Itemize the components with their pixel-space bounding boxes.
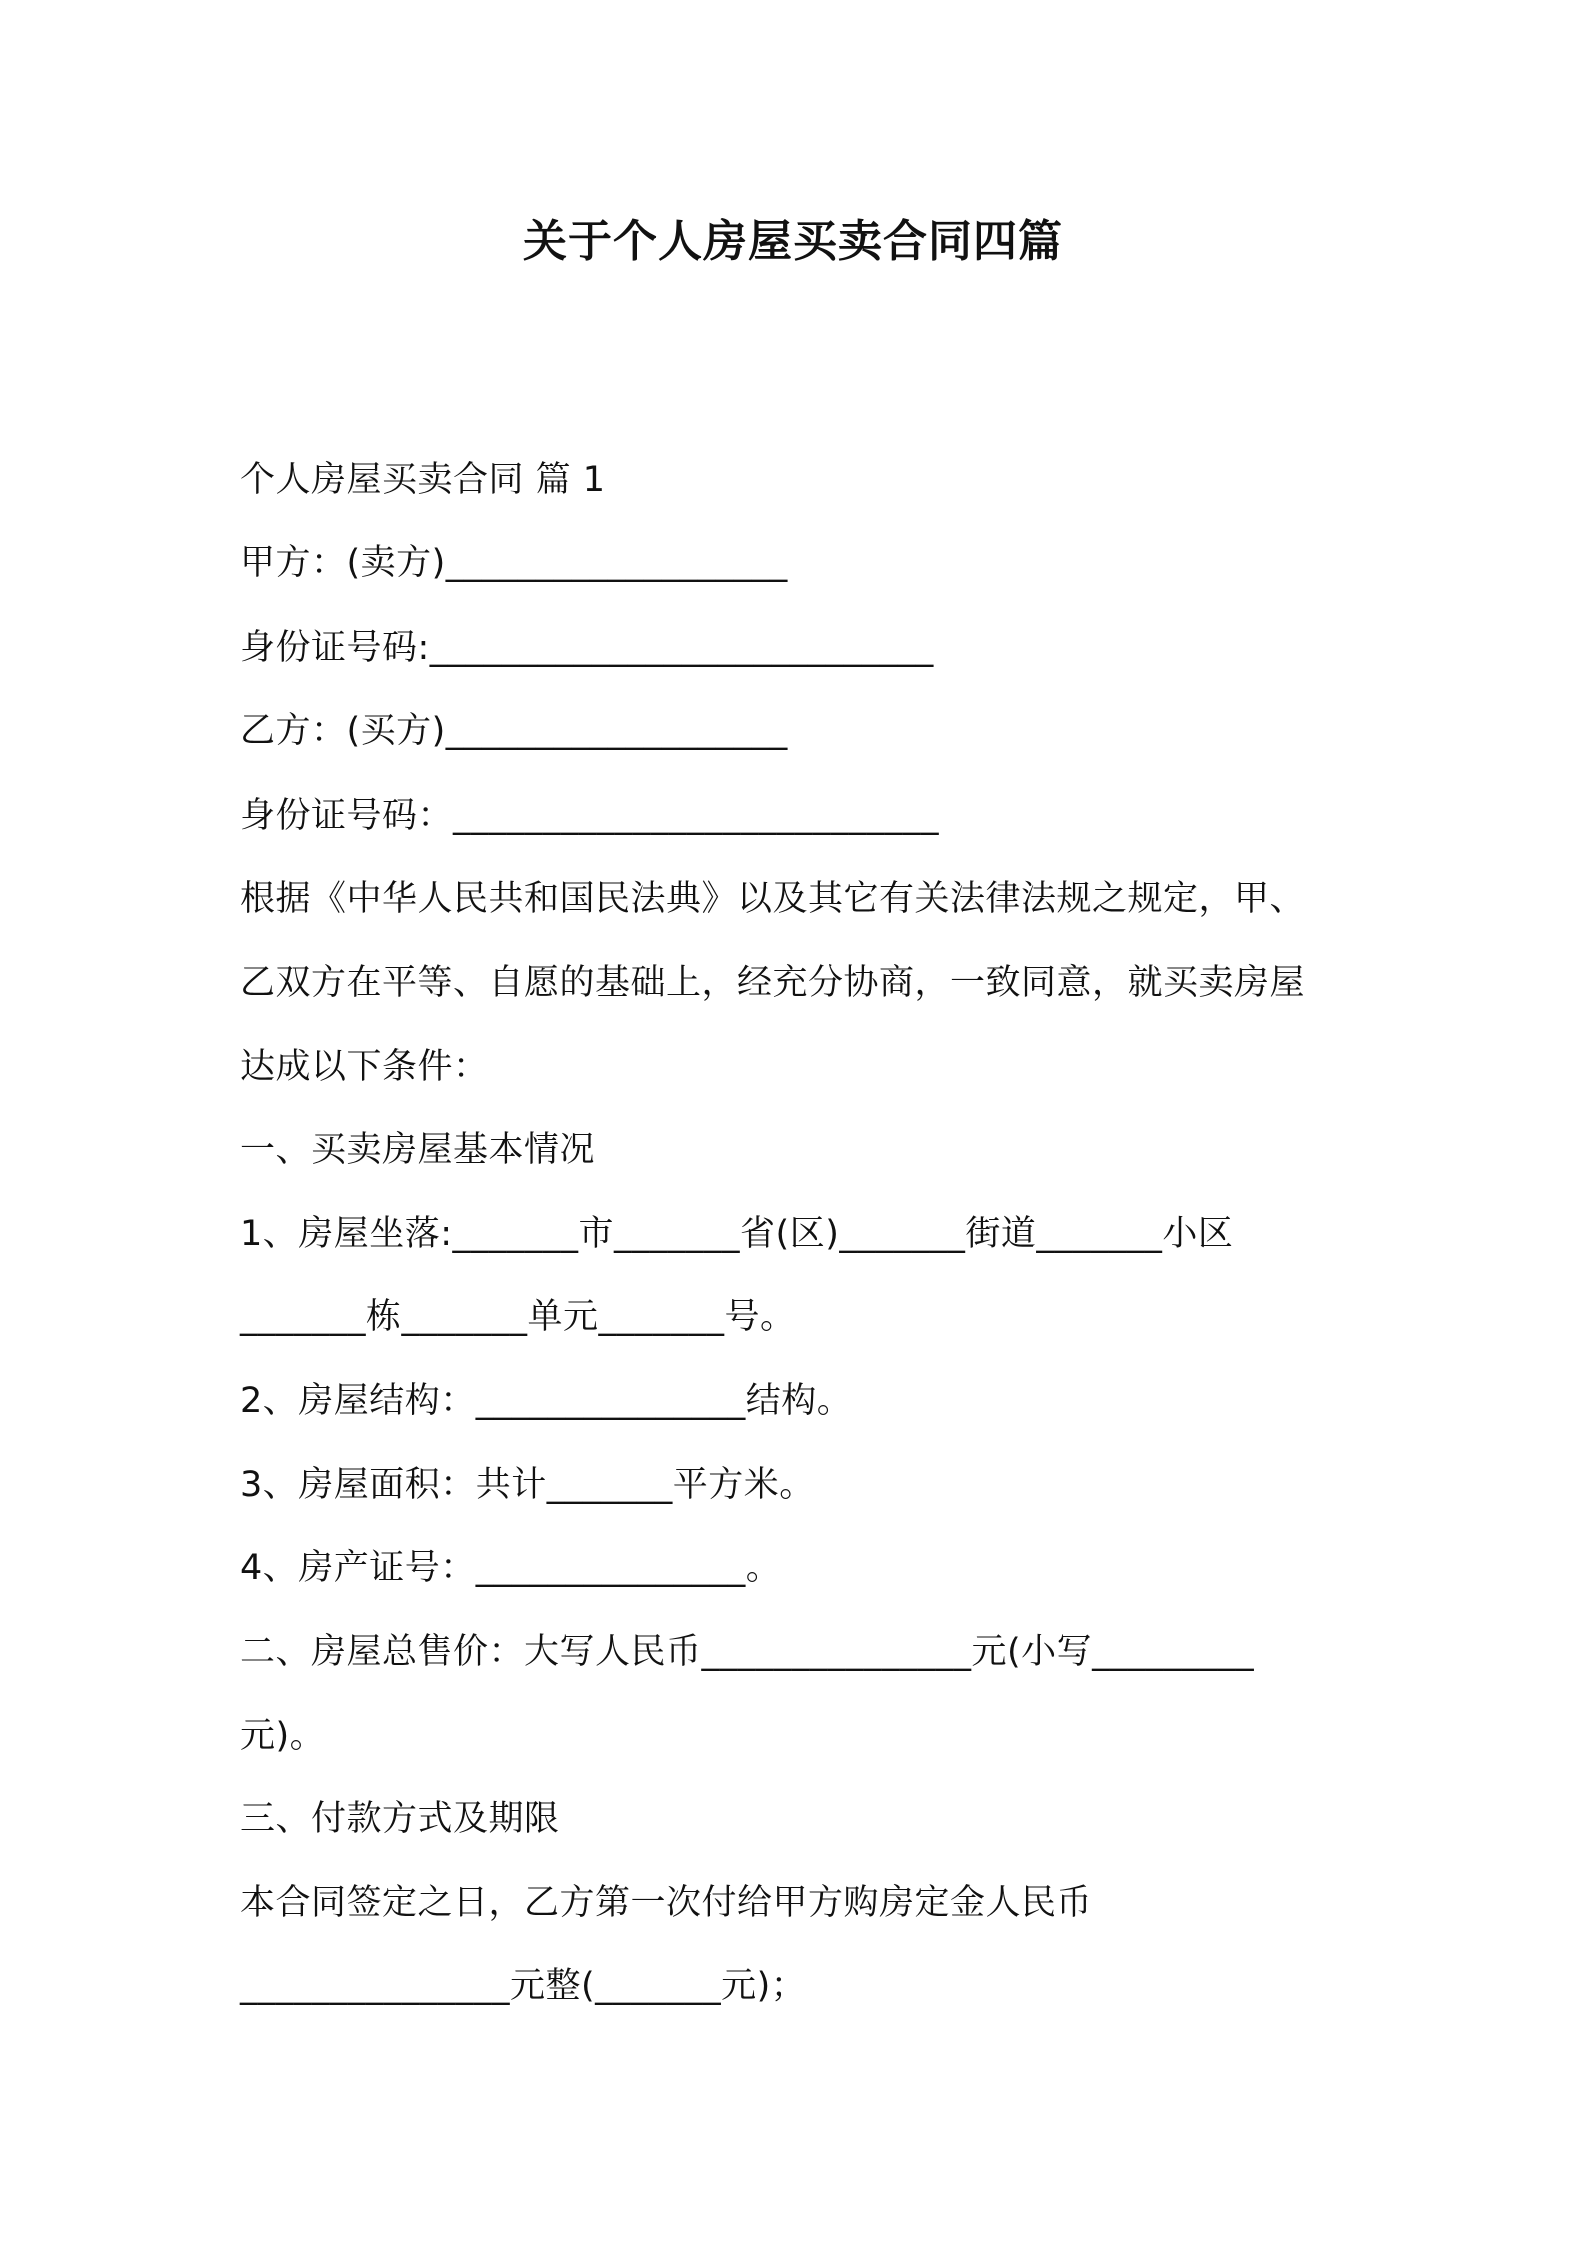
party-a-id-line: 身份证号码:____________________________ [240,628,934,668]
document-title: 关于个人房屋买卖合同四篇 [523,216,1063,267]
clause-line: 本合同签定之日，乙方第一次付给甲方购房定金人民币 [240,1883,1093,1923]
clause-line: 4、房产证号：_______________。 [240,1548,782,1588]
preamble-line: 根据《中华人民共和国民法典》以及其它有关法律法规之规定，甲、 [240,879,1306,919]
clause-heading: 二、房屋总售价：大写人民币_______________元(小写_________ [240,1632,1255,1672]
clause-line: 1、房屋坐落:_______市_______省(区)_______街道_______小区 [240,1214,1234,1254]
clause-line: _______________元整(_______元)； [240,1966,807,2006]
section-heading: 个人房屋买卖合同 篇 1 [240,460,606,500]
preamble-line: 乙双方在平等、自愿的基础上，经充分协商，一致同意，就买卖房屋 [240,963,1306,1003]
preamble-line: 达成以下条件： [240,1047,489,1087]
party-b-id-line: 身份证号码：___________________________ [240,796,940,836]
party-a-line: 甲方：(卖方)___________________ [240,543,788,583]
clause-line: 元)。 [240,1716,326,1756]
clause-heading: 三、付款方式及期限 [240,1799,560,1839]
clause-line: 2、房屋结构：_______________结构。 [240,1381,853,1421]
clause-heading: 一、买卖房屋基本情况 [240,1130,596,1170]
clause-line: 3、房屋面积：共计_______平方米。 [240,1465,815,1505]
clause-line: _______栋_______单元_______号。 [240,1297,796,1337]
party-b-line: 乙方：(买方)___________________ [240,711,788,751]
